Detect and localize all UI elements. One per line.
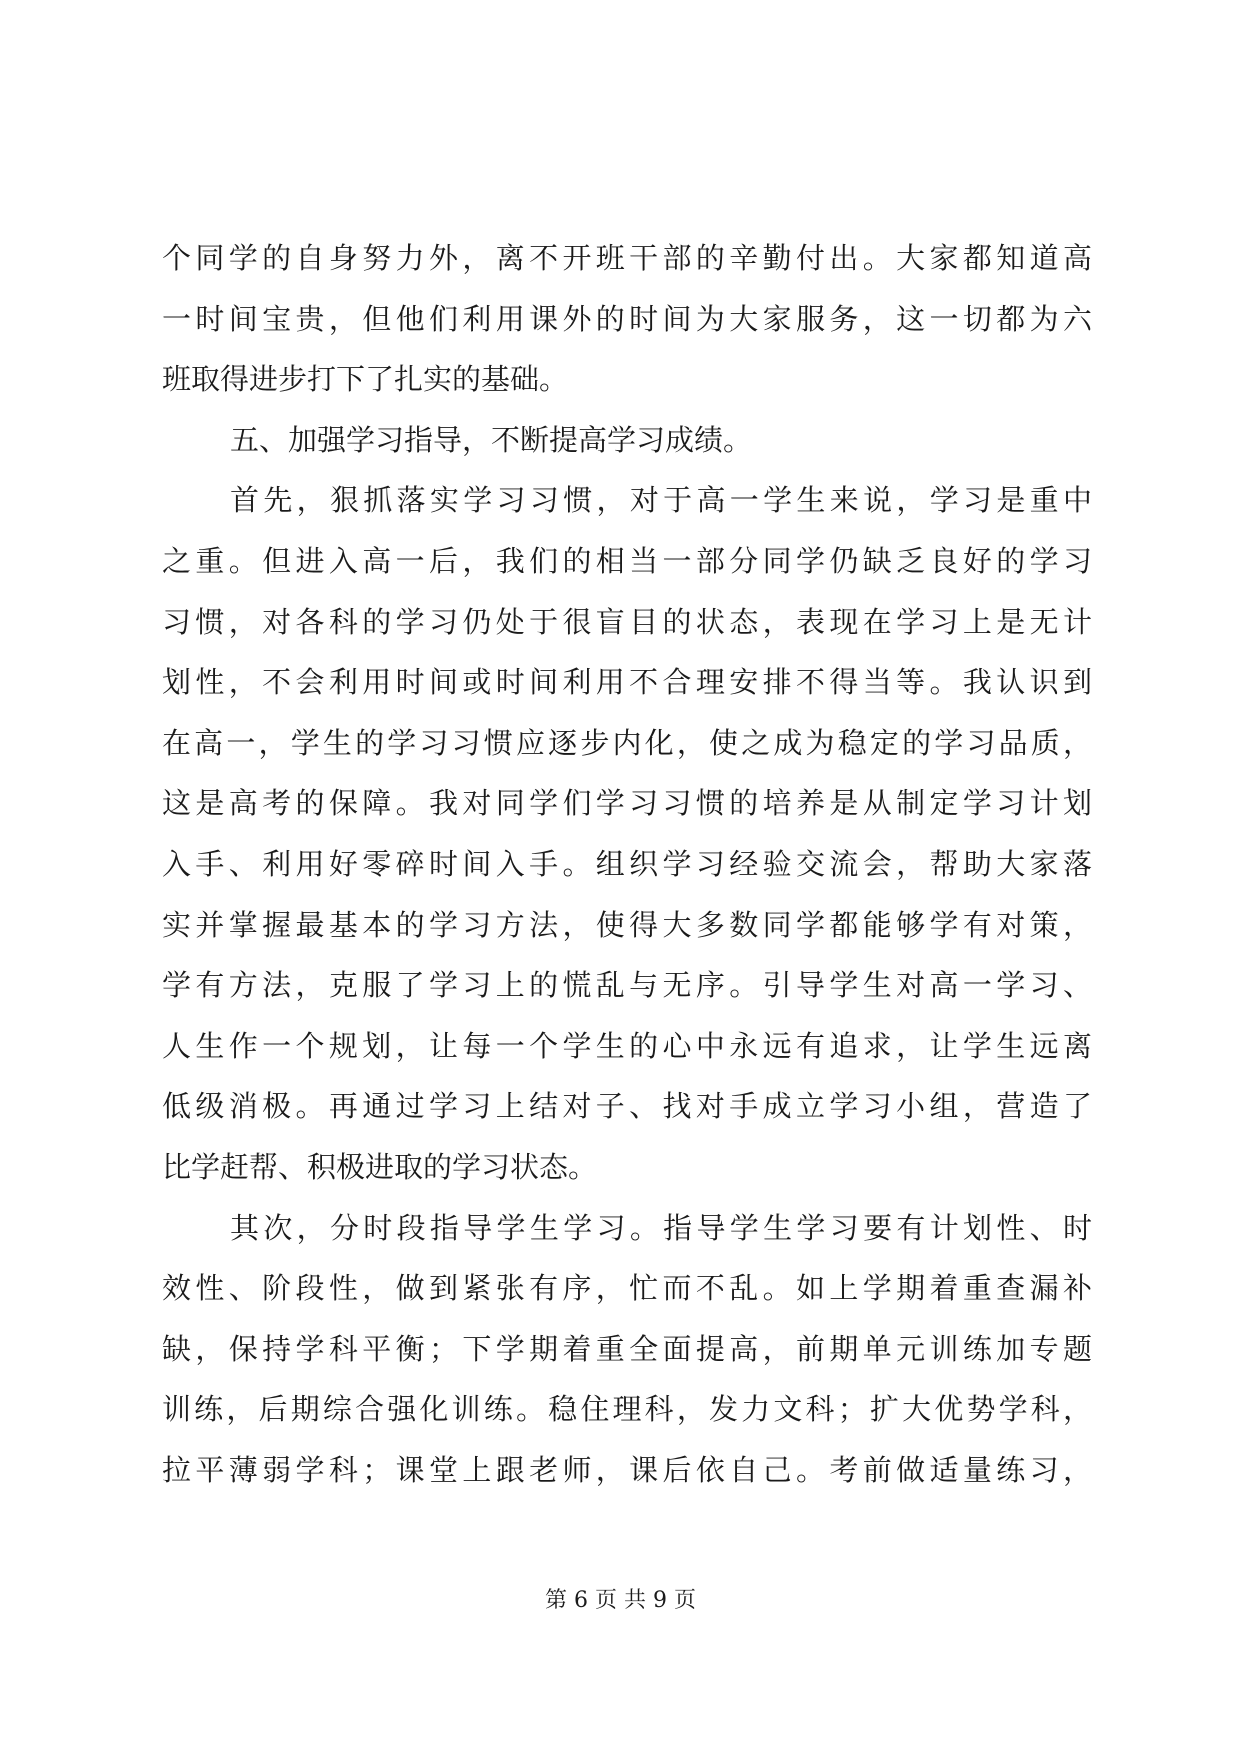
text-line: 低级消极。再通过学习上结对子、找对手成立学习小组，营造了 [162, 1089, 1092, 1124]
text-line: 划性，不会利用时间或时间利用不合理安排不得当等。我认识到 [162, 665, 1092, 700]
text-line: 这是高考的保障。我对同学们学习习惯的培养是从制定学习计划 [162, 786, 1092, 821]
text-line: 班取得进步打下了扎实的基础。 [162, 362, 569, 397]
page-number-footer: 第 6 页 共 9 页 [545, 1588, 696, 1613]
text-line: 缺，保持学科平衡；下学期着重全面提高，前期单元训练加专题 [162, 1331, 1092, 1366]
text-line: 之重。但进入高一后，我们的相当一部分同学仍缺乏良好的学习 [162, 543, 1092, 578]
text-line: 人生作一个规划，让每一个学生的心中永远有追求，让学生远离 [162, 1028, 1092, 1063]
text-line: 个同学的自身努力外，离不开班干部的辛勤付出。大家都知道高 [162, 241, 1092, 275]
text-line: 实并掌握最基本的学习方法，使得大多数同学都能够学有对策， [162, 907, 1092, 942]
body-text [162, 228, 1092, 1500]
text-line: 入手、利用好零碎时间入手。组织学习经验交流会，帮助大家落 [162, 846, 1092, 881]
text-line: 在高一，学生的学习习惯应逐步内化，使之成为稳定的学习品质， [162, 725, 1092, 760]
text-line: 效性、阶段性，做到紧张有序，忙而不乱。如上学期着重查漏补 [162, 1271, 1092, 1306]
section-heading: 五、加强学习指导，不断提高学习成绩。 [230, 422, 753, 457]
text-line: 训练，后期综合强化训练。稳住理科，发力文科；扩大优势学科， [162, 1392, 1092, 1427]
text-line: 学有方法，克服了学习上的慌乱与无序。引导学生对高一学习、 [162, 968, 1092, 1003]
text-line: 一时间宝贵，但他们利用课外的时间为大家服务，这一切都为六 [162, 301, 1092, 336]
text-line: 比学赶帮、积极进取的学习状态。 [162, 1149, 598, 1184]
text-line: 其次，分时段指导学生学习。指导学生学习要有计划性、时 [230, 1210, 1092, 1245]
text-line: 首先，狠抓落实学习习惯，对于高一学生来说，学习是重中 [230, 483, 1092, 518]
text-line: 拉平薄弱学科；课堂上跟老师，课后依自己。考前做适量练习， [162, 1452, 1092, 1487]
text-line: 习惯，对各科的学习仍处于很盲目的状态，表现在学习上是无计 [162, 604, 1092, 639]
